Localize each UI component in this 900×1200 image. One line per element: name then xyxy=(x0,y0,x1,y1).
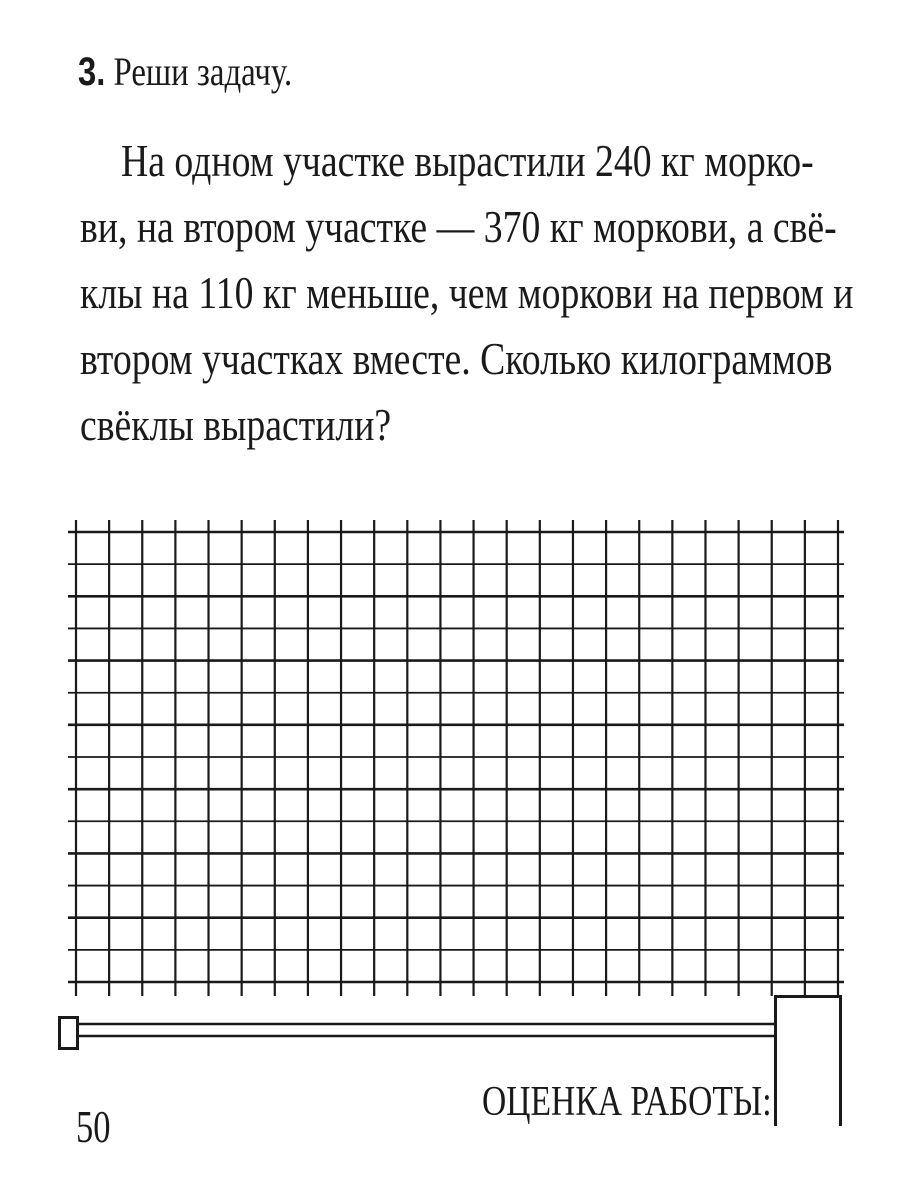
problem-line: На одном участке вырастили 240 кг морко- xyxy=(121,135,814,186)
task-instruction: Реши задачу. xyxy=(113,49,293,94)
problem-line: свёклы вырастили? xyxy=(80,399,392,450)
problem-line: ви, на втором участке — 370 кг моркови, а свё- xyxy=(80,201,837,252)
grade-label: ОЦЕНКА РАБОТЫ: xyxy=(482,1079,772,1125)
page-number: 50 xyxy=(76,1101,111,1152)
task-number: 3. xyxy=(78,50,106,94)
problem-line: втором участках вместе. Сколько килограммов xyxy=(80,333,833,384)
score-bar xyxy=(58,1016,778,1057)
answer-grid[interactable] xyxy=(68,520,844,996)
grade-box[interactable] xyxy=(774,995,842,1126)
problem-line: клы на 110 кг меньше, чем моркови на первом и xyxy=(80,267,854,318)
answer-grid-lines xyxy=(68,520,844,996)
problem-text xyxy=(80,128,854,458)
score-bar-shape xyxy=(58,1016,778,1052)
task-header xyxy=(78,48,292,95)
